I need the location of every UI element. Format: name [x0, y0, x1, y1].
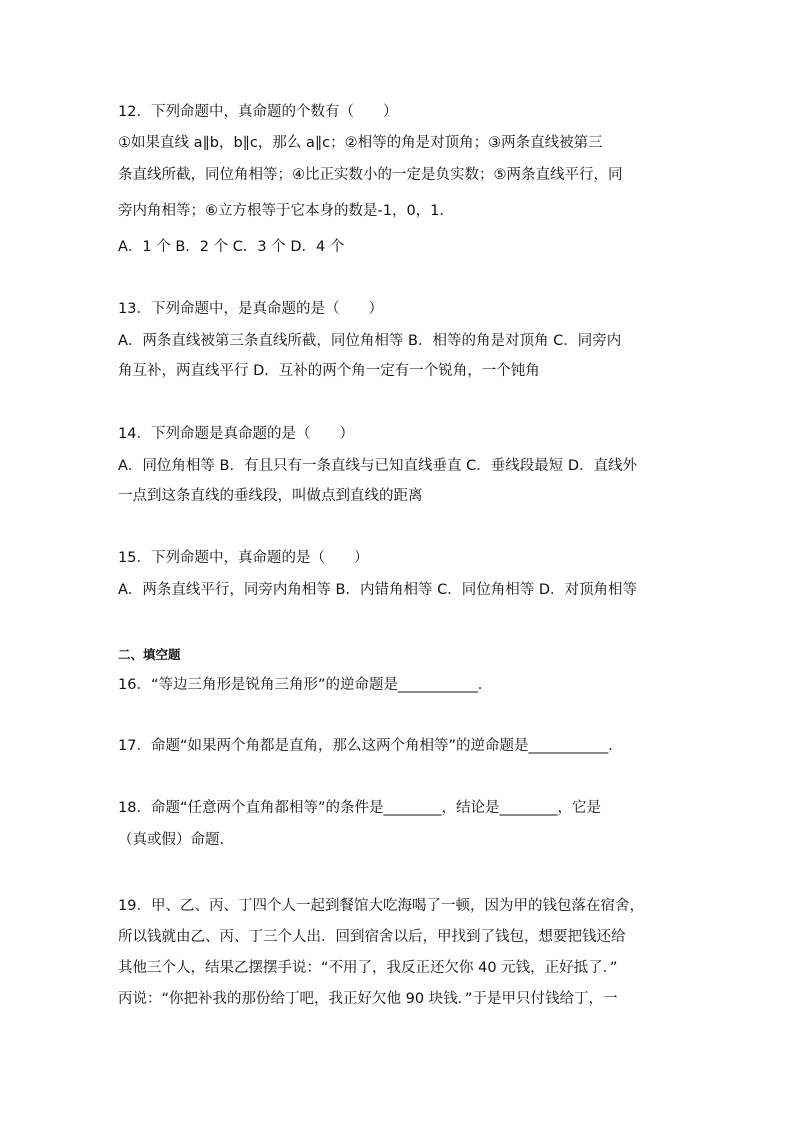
q13-stem: 13．下列命题中，是真命题的是（ ）	[118, 301, 383, 317]
section-heading-fill-in: 二、填空题	[118, 647, 181, 662]
q12-body-line-2: 条直线所截，同位角相等；④比正实数小的一定是负实数；⑤两条直线平行，同	[118, 167, 623, 183]
q12-body-line-3: 旁内角相等；⑥立方根等于它本身的数是-1，0，1．	[118, 203, 454, 219]
q19-body-line-1: 19．甲、乙、丙、丁四个人一起到餐馆大吃海喝了一顿，因为甲的钱包落在宿舍，	[118, 898, 644, 914]
q19-body-line-3: 其他三个人，结果乙摆摆手说：“不用了，我反正还欠你 40 元钱，正好抵了．”	[118, 960, 618, 976]
q16-text: 16．“等边三角形是锐角三角形”的逆命题是___________．	[118, 677, 493, 693]
q12-stem: 12．下列命题中，真命题的个数有（ ）	[118, 104, 398, 120]
q19-body-line-4: 丙说：“你把补我的那份给丁吧，我正好欠他 90 块钱．”于是甲只付钱给丁，一	[118, 991, 618, 1007]
q15-stem: 15．下列命题中，真命题的是（ ）	[118, 550, 369, 566]
q17-text: 17．命题“如果两个角都是直角，那么这两个角相等”的逆命题是___________．	[118, 738, 623, 754]
q14-body-line-1: A．同位角相等 B．有且只有一条直线与已知直线垂直 C．垂线段最短 D．直线外	[118, 458, 637, 474]
q15-options: A．两条直线平行，同旁内角相等 B．内错角相等 C．同位角相等 D．对顶角相等	[118, 582, 637, 598]
q13-body-line-1: A．两条直线被第三条直线所截，同位角相等 B．相等的角是对顶角 C．同旁内	[118, 333, 622, 349]
q19-body-line-2: 所以钱就由乙、丙、丁三个人出．回到宿舍以后，甲找到了钱包，想要把钱还给	[118, 929, 626, 945]
q12-options: A．1 个 B．2 个 C．3 个 D．4 个	[118, 239, 345, 255]
q13-body-line-2: 角互补，两直线平行 D．互补的两个角一定有一个锐角，一个钝角	[118, 363, 540, 379]
q14-stem: 14．下列命题是真命题的是（ ）	[118, 426, 354, 442]
q12-body-line-1: ①如果直线 a∥b，b∥c，那么 a∥c；②相等的角是对顶角；③两条直线被第三	[118, 135, 603, 151]
q18-body-line-1: 18．命题“任意两个直角都相等”的条件是________，结论是________，它是	[118, 800, 601, 816]
q18-body-line-2: （真或假）命题．	[118, 832, 234, 848]
q14-body-line-2: 一点到这条直线的垂线段，叫做点到直线的距离	[118, 488, 423, 504]
